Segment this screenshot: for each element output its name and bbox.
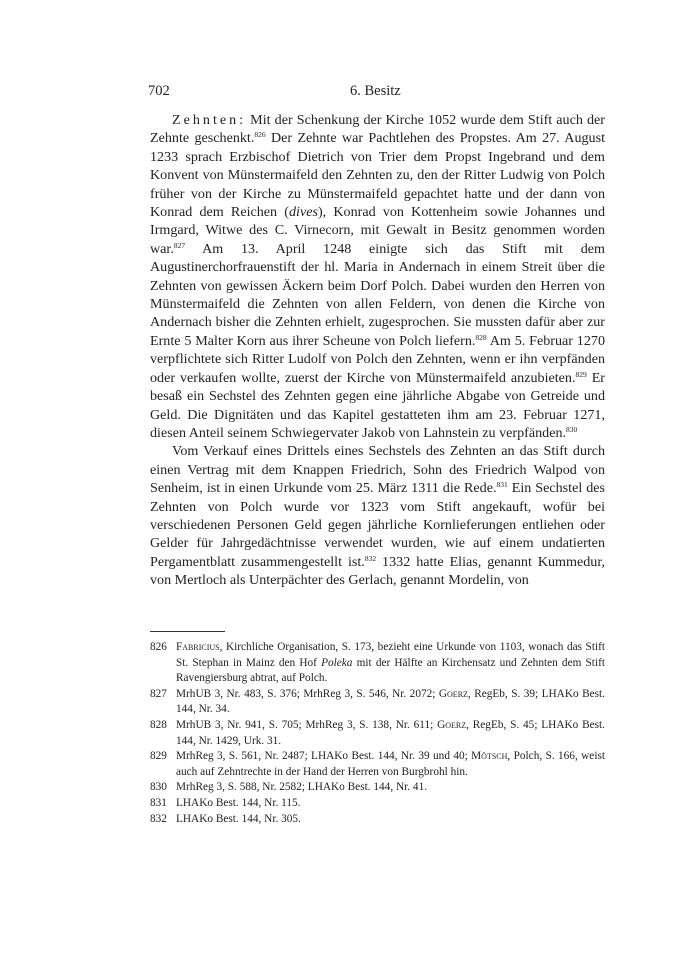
- footnote-number: 830: [150, 781, 167, 794]
- running-head: 6. Besitz: [350, 83, 401, 99]
- text-run: ), Konrad von Kottenheim sowie Johannes und Irmgard, Witwe des C. Virnecorn, mit Gewalt in Besitz genommen worden war.: [150, 204, 605, 257]
- text-run: mit der Hälfte an Kirchensatz und Zehnten dem Stift Ravengiersburg abtrat, auf Polch.: [176, 656, 605, 685]
- footnote-832: [150, 812, 605, 828]
- section-lead: Zehnten:: [172, 112, 247, 128]
- footnote-827: [150, 687, 605, 718]
- footnote-number: 827: [150, 687, 167, 700]
- footnote-ref-826: 826: [254, 130, 266, 140]
- footnote-ref-830: 830: [566, 424, 578, 434]
- footnote-ref-828: 828: [475, 332, 487, 342]
- text-run: MrhUB 3, Nr. 483, S. 376; MrhReg 3, S. 546, Nr. 2072;: [176, 687, 439, 700]
- text-run: Am 13. April 1248 einigte sich das Stift mit dem Augustinerchorfrauenstift der hl. Maria in Andernach in einem Streit über die Zehnten von gewissen Äckern beim Dorf Polch. Dabei wurden den Herren von Münstermaifeld die Zehnten von allen Feldern, von denen die Kirche von Andernach bisher die Zehnten erhielt, zugesprochen. Sie mussten dafür aber zur Ernte 5 Malter Korn aus ihrer Scheune von Polch liefern.: [150, 240, 605, 349]
- footnote-ref-831: 831: [496, 480, 508, 490]
- text-run: , RegEb, S. 45; LHAKo Best. 144, Nr. 1429, Urk. 31.: [176, 718, 605, 747]
- text-run: MrhUB 3, Nr. 941, S. 705; MrhReg 3, S. 138, Nr. 611;: [176, 718, 438, 731]
- footnote-number: 828: [150, 718, 167, 731]
- paragraph-zehnten: [150, 111, 605, 442]
- text-run: MrhReg 3, S. 561, Nr. 2487; LHAKo Best. 144, Nr. 39 und 40;: [176, 750, 472, 763]
- author-name: Fabricius: [176, 641, 220, 653]
- footnote-826: [150, 640, 605, 687]
- footnote-831: [150, 796, 605, 812]
- footnote-number: 832: [150, 812, 167, 825]
- footnotes: [150, 640, 605, 827]
- footnote-text: [176, 718, 605, 749]
- text-run: Der Zehnte war Pachtlehen des Propstes. Am 27. August 1233 sprach Erzbischof Dietrich von Trier dem Propst Ingebrand und dem Konvent von Münstermaifeld den Zehnten zu, den der Ritter Ludwig von Polch früher von der Kirche zu Münstermaifeld gepachtet hatte und der dann von Konrad dem Reichen (: [150, 130, 605, 221]
- footnote-text: LHAKo Best. 144, Nr. 115.: [176, 796, 301, 809]
- footnote-828: [150, 718, 605, 749]
- body-text: [150, 111, 605, 590]
- footnote-ref-827: 827: [173, 240, 186, 250]
- author-name: Mötsch: [471, 750, 508, 763]
- text-run: Er besaß ein Sechstel des Zehnten gegen eine jährliche Abgabe von Getreide und Geld. Die Dignitäten und das Kapitel gestatteten ihm am 23. Februar 1271, diesen Anteil seinem Schwiegervater Jakob von Lahnstein zu verpfänden.: [150, 369, 605, 441]
- footnote-ref-832: 832: [364, 553, 377, 563]
- footnote-number: 829: [150, 750, 167, 763]
- footnote-text: [176, 749, 605, 780]
- footnote-ref-829: 829: [575, 369, 587, 379]
- author-name: Goerz: [438, 687, 468, 700]
- text-run: Mit der Schenkung der Kirche 1052 wurde dem Stift auch der Zehnte geschenkt.: [150, 112, 605, 147]
- text-run: , Kirchliche Organisation, S. 173, bezieht eine Urkunde von 1103, wonach das Stift St. Stephan in Mainz den Hof: [176, 641, 605, 669]
- text-run: Vom Verkauf eines Drittels eines Sechstels des Zehnten an das Stift durch einen Vertrag mit dem Knappen Friedrich, Sohn des Friedrich Walpod von Senheim, ist in einen Urkunde vom 25. März 1311 die Rede.: [150, 443, 605, 497]
- page-number: 702: [148, 83, 170, 99]
- text-run: , RegEb, S. 39; LHAKo Best. 144, Nr. 34.: [176, 687, 606, 716]
- paragraph-verkauf: [150, 442, 605, 589]
- footnote-rule: [150, 631, 225, 632]
- footnote-text: MrhReg 3, S. 588, Nr. 2582; LHAKo Best. 144, Nr. 41.: [176, 781, 428, 794]
- italic-term: Poleka: [321, 656, 353, 669]
- text-run: Ein Sechstel des Zehnten von Polch wurde vor 1323 vom Stift angekauft, wofür bei verschiedenen Personen Geld gegen jährliche Kornlieferungen entliehen oder Gelder für Jahrgedächtnisse verwendet wurden, wie auf einem undatierten Pergamentblatt zusammengestellt ist.: [150, 480, 606, 570]
- footnote-829: [150, 749, 605, 780]
- author-name: Goerz: [437, 718, 467, 731]
- footnote-text: [176, 640, 605, 687]
- footnote-number: 831: [150, 796, 167, 809]
- text-run: Am 5. Februar 1270 verpflichtete sich Ritter Ludolf von Polch den Zehnten, wenn er ihn verpfänden oder verkaufen wollte, zuerst der Kirche von Münstermaifeld anzubieten.: [150, 332, 605, 386]
- footnote-830: [150, 780, 605, 796]
- text-run: 1332 hatte Elias, genannt Kummedur, von Mertloch als Unterpächter des Gerlach, genannt Mordelin, von: [150, 553, 605, 589]
- footnote-text: LHAKo Best. 144, Nr. 305.: [176, 812, 301, 825]
- footnote-number: 826: [150, 641, 167, 653]
- footnote-text: [176, 687, 605, 718]
- italic-term: dives: [289, 204, 318, 221]
- text-run: , Polch, S. 166, weist auch auf Zehntrechte in der Hand der Herren von Burgbrohl hin.: [176, 750, 605, 778]
